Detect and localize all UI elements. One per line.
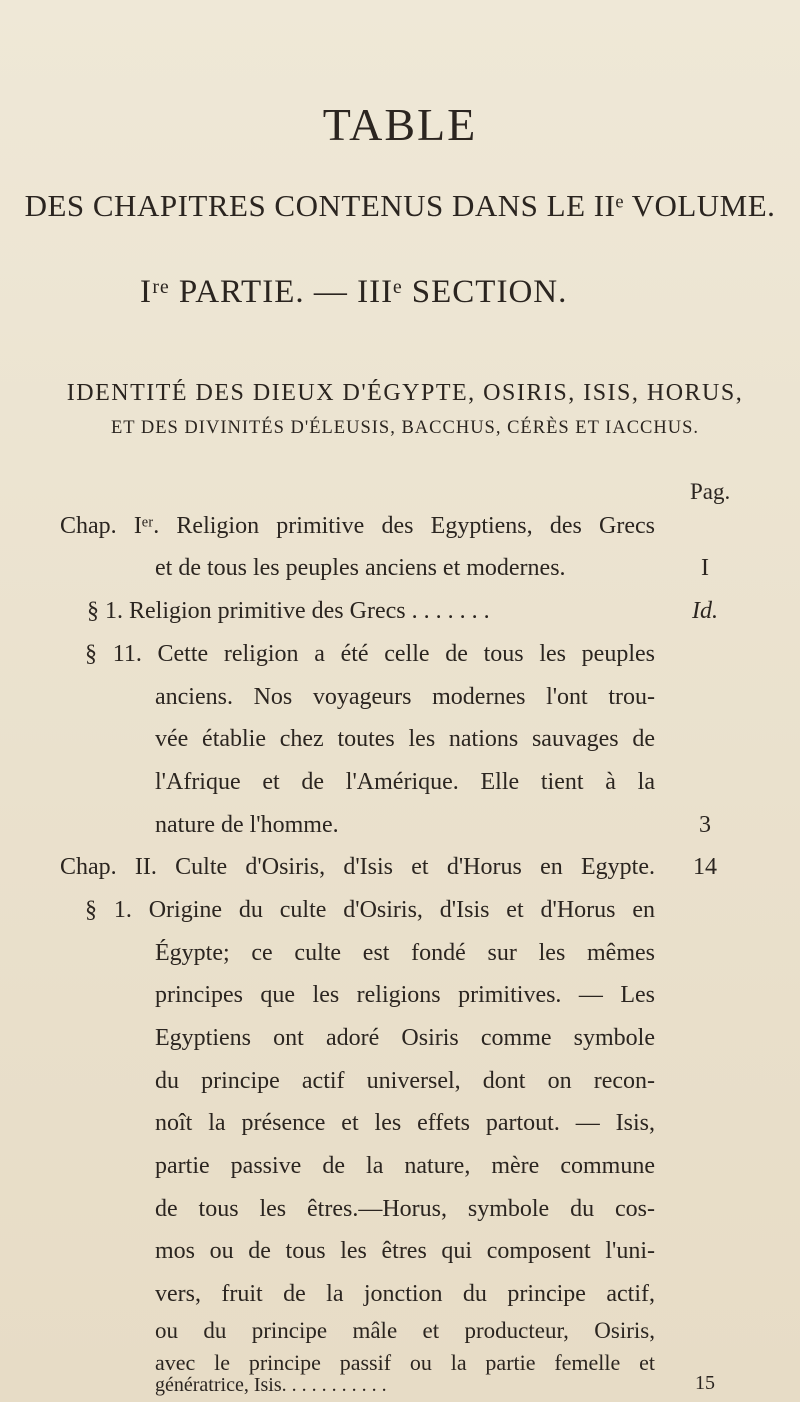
toc-line: du principe actif universel, dont on recon- — [155, 1068, 655, 1094]
toc-line: Égypte; ce culte est fondé sur les mêmes — [155, 940, 655, 966]
part-heading: Iʳᵉ PARTIE. — IIIᵉ SECTION. — [140, 274, 568, 310]
toc-line: partie passive de la nature, mère commune — [155, 1153, 655, 1179]
toc-line: § 1. Religion primitive des Grecs . . . . . . . — [87, 598, 490, 624]
page-number: 15 — [695, 1372, 715, 1394]
section-heading-line-2: ET DES DIVINITÉS D'ÉLEUSIS, BACCHUS, CÉRÈS ET IACCHUS. — [110, 418, 700, 438]
page-number: I — [701, 555, 709, 581]
toc-line: vée établie chez toutes les nations sauvages de — [155, 726, 655, 752]
page-number: 14 — [693, 854, 717, 880]
toc-line: génératrice, Isis. . . . . . . . . . . — [155, 1374, 387, 1396]
page-number: Id. — [692, 598, 718, 624]
toc-line: noît la présence et les effets partout. — Isis, — [155, 1110, 655, 1136]
toc-line: nature de l'homme. — [155, 812, 339, 838]
toc-line: § 11. Cette religion a été celle de tous les peuples — [85, 641, 655, 667]
toc-line: Egyptiens ont adoré Osiris comme symbole — [155, 1025, 655, 1051]
toc-line: mos ou de tous les êtres qui composent l'uni- — [155, 1238, 655, 1264]
page-number: 3 — [699, 812, 711, 838]
page-title: TABLE — [322, 99, 478, 150]
toc-line: Chap. Iᵉʳ. Religion primitive des Egyptiens, des Grecs — [60, 513, 655, 539]
toc-line: anciens. Nos voyageurs modernes l'ont trou- — [155, 684, 655, 710]
toc-line: § 1. Origine du culte d'Osiris, d'Isis et d'Horus en — [85, 897, 655, 923]
section-heading-line-1: IDENTITÉ DES DIEUX D'ÉGYPTE, OSIRIS, ISIS, HORUS, — [66, 380, 744, 406]
toc-line: principes que les religions primitives. — Les — [155, 982, 655, 1008]
toc-line: de tous les êtres.—Horus, symbole du cos- — [155, 1196, 655, 1222]
page-subtitle: DES CHAPITRES CONTENUS DANS LE IIᵉ VOLUME. — [24, 188, 776, 223]
toc-line: vers, fruit de la jonction du principe actif, — [155, 1281, 655, 1307]
toc-line: l'Afrique et de l'Amérique. Elle tient à la — [155, 769, 655, 795]
page-column-label: Pag. — [690, 479, 731, 504]
toc-line: et de tous les peuples anciens et modernes. — [155, 555, 566, 581]
toc-line: avec le principe passif ou la partie femelle et — [155, 1350, 655, 1375]
toc-line: ou du principe mâle et producteur, Osiris, — [155, 1318, 655, 1343]
toc-line: Chap. II. Culte d'Osiris, d'Isis et d'Horus en Egypte. — [60, 854, 655, 880]
